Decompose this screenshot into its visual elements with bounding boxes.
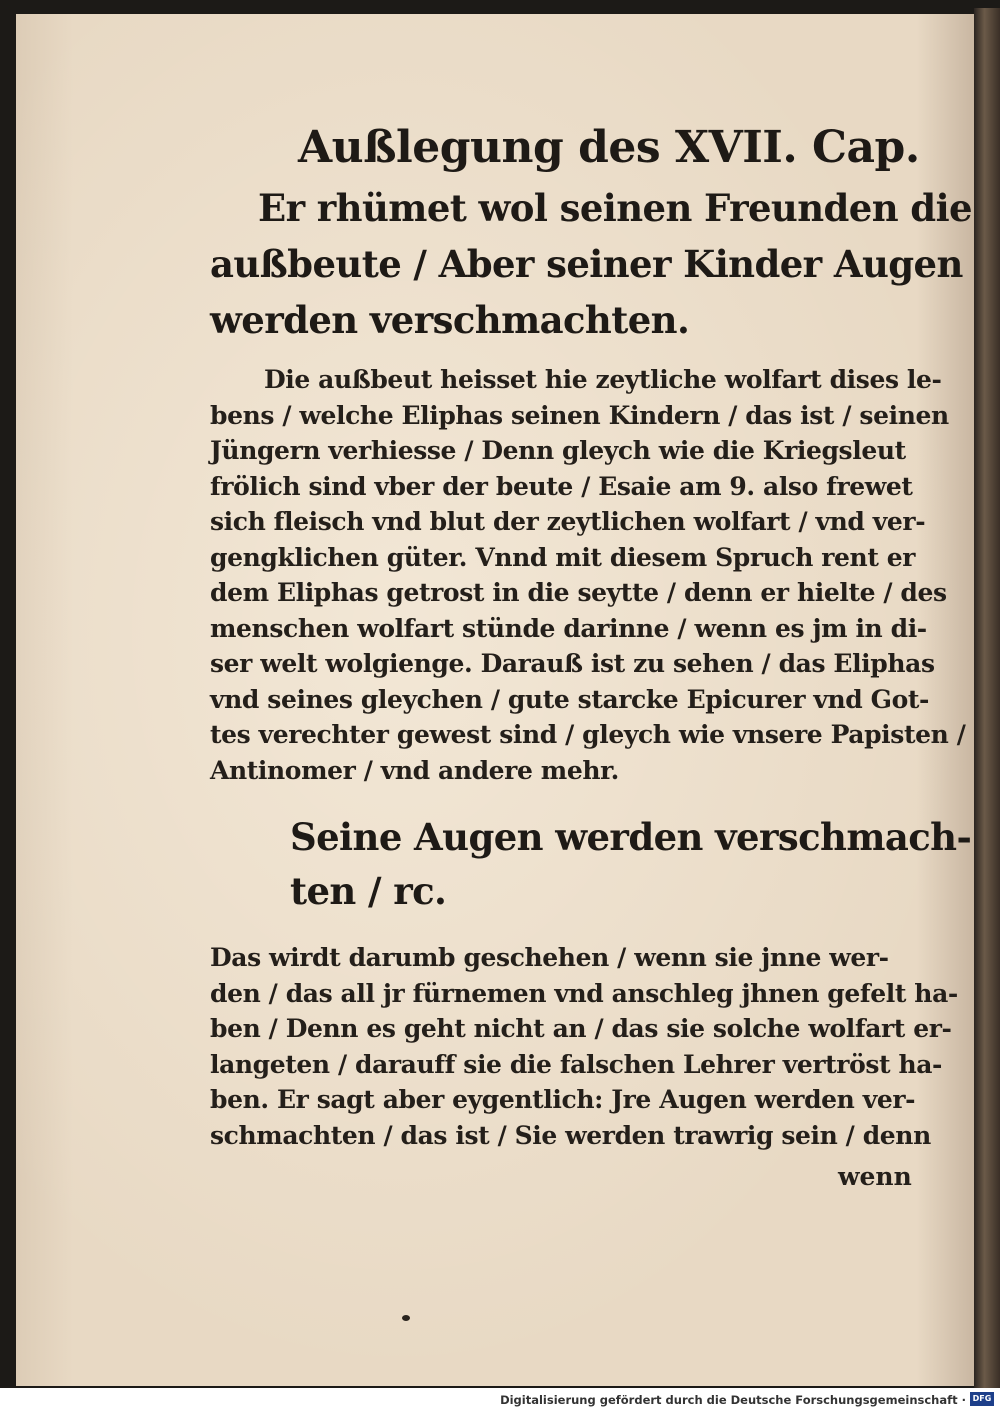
footer-bar: [0, 1388, 1000, 1411]
text-line: dem Eliphas getrost in die seytte / denn er hielte / des: [210, 578, 947, 607]
text-line: ben / Denn es geht nicht an / das sie solche wolfart er-: [210, 1014, 952, 1043]
verse-line: werden verschmachten.: [210, 298, 690, 342]
text-line: Das wirdt darumb geschehen / wenn sie jnne wer-: [210, 943, 889, 972]
commentary-paragraph-2: [210, 940, 958, 1153]
text-line: Die außbeut heisset hie zeytliche wolfart dises le-: [264, 365, 942, 394]
text-line: menschen wolfart stünde darinne / wenn es jm in di-: [210, 613, 927, 643]
text-line: den / das all jr fürnemen vnd anschleg jhnen gefelt ha-: [210, 978, 958, 1008]
text-line: ser welt wolgienge. Darauß ist zu sehen / das Eliphas: [210, 649, 935, 678]
text-line: langeten / darauff sie die falschen Lehrer vertröst ha-: [210, 1049, 943, 1079]
text-line: tes verechter gewest sind / gleych wie vnsere Papisten /: [210, 720, 966, 749]
verse-line: außbeute / Aber seiner Kinder Augen: [210, 242, 963, 286]
verse-quote-2: [290, 810, 972, 918]
catchword: wenn: [838, 1162, 912, 1191]
funding-credit: Digitalisierung gefördert durch die Deutsche Forschungsgemeinschaft ·: [500, 1393, 966, 1407]
text-line: sich fleisch vnd blut der zeytlichen wolfart / vnd ver-: [210, 507, 926, 536]
text-line: ben. Er sagt aber eygentlich: Jre Augen werden ver-: [210, 1085, 916, 1114]
ink-dot: [402, 1315, 410, 1321]
verse-line: ten / rc.: [290, 869, 447, 913]
dfg-logo-icon: DFG: [970, 1392, 994, 1406]
verse-quote-1: [210, 180, 972, 348]
verse-line: Seine Augen werden verschmach-: [290, 815, 972, 859]
text-line: gengklichen güter. Vnnd mit diesem Spruch rent er: [210, 542, 916, 572]
text-line: vnd seines gleychen / gute starcke Epicurer vnd Got-: [210, 684, 930, 714]
text-line: frölich sind vber der beute / Esaie am 9. also frewet: [210, 471, 913, 501]
page-heading: Außlegung des XVII. Cap.: [298, 122, 920, 173]
text-line: Antinomer / vnd andere mehr.: [210, 755, 619, 785]
text-line: schmachten / das ist / Sie werden trawrig sein / denn: [210, 1120, 931, 1150]
verse-line: Er rhümet wol seinen Freunden die: [258, 186, 972, 230]
book-edge: [974, 8, 1000, 1388]
text-line: bens / welche Eliphas seinen Kindern / das ist / seinen: [210, 400, 949, 430]
commentary-paragraph-1: [210, 362, 966, 788]
text-line: Jüngern verhiesse / Denn gleych wie die Kriegsleut: [210, 436, 906, 465]
